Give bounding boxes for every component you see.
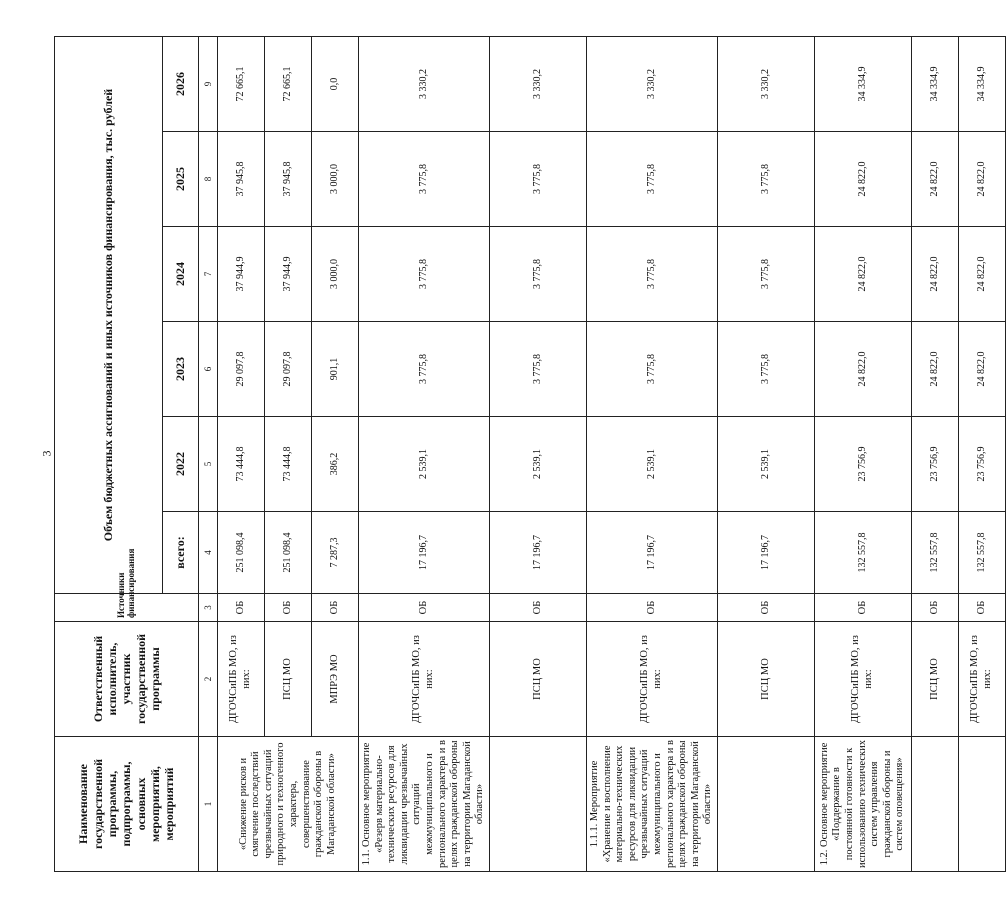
value-cell: 132 557,8 [814,512,911,594]
executor-cell: ДГОЧСиПБ МО, из них: [586,622,717,737]
value-cell: 72 665,1 [265,36,312,131]
value-cell: 2 539,1 [586,417,717,512]
header-year: 2025 [163,132,199,227]
page-number: 3 [39,450,54,457]
value-cell: 73 444,8 [265,417,312,512]
value-cell: 29 097,8 [265,322,312,417]
value-cell: 3 000,0 [312,132,359,227]
value-cell: 901,1 [312,322,359,417]
value-cell: 24 822,0 [814,132,911,227]
value-cell: 23 756,9 [911,417,958,512]
header-year: 2024 [163,227,199,322]
value-cell: 23 756,9 [958,417,1005,512]
budget-table [54,36,1006,872]
value-cell: 3 330,2 [359,36,490,131]
column-index: 6 [199,322,218,417]
table-row [911,36,958,871]
value-cell: 3 775,8 [586,322,717,417]
value-cell: 3 775,8 [489,132,586,227]
activity-name-cell [911,737,958,872]
value-cell: 34 334,9 [814,36,911,131]
column-index: 5 [199,417,218,512]
source-cell: ОБ [489,594,586,622]
table-row [814,36,911,871]
column-index: 4 [199,512,218,594]
value-cell: 3 775,8 [717,227,814,322]
value-cell: 251 098,4 [265,512,312,594]
value-cell: 73 444,8 [218,417,265,512]
activity-name-cell: 1.2. Основное мероприятие «Поддержание в постоянной готовности к использованию технических систем управления гражданской обороны и систем оповещения» [814,737,911,872]
executor-cell: ДГОЧСиПБ МО, из них: [958,622,1005,737]
executor-cell: ДГОЧСиПБ МО, из них: [814,622,911,737]
value-cell: 24 822,0 [958,227,1005,322]
value-cell: 17 196,7 [359,512,490,594]
value-cell: 3 330,2 [717,36,814,131]
value-cell: 17 196,7 [586,512,717,594]
activity-name-cell: 1.1. Основное мероприятие «Резерв материально-технических ресурсов для ликвидации чрезвычайных ситуаций межмуниципального и регионального характера и в целях гражданской обороны на территории Магаданской области» [359,737,490,872]
value-cell: 34 334,9 [911,36,958,131]
value-cell: 17 196,7 [717,512,814,594]
value-cell: 29 097,8 [218,322,265,417]
value-cell: 0,0 [312,36,359,131]
value-cell: 3 775,8 [359,132,490,227]
source-cell: ОБ [218,594,265,622]
program-name-cell: «Снижение рисков и смягчение последствий чрезвычайных ситуаций природного и техногенного характера, совершенствование гражданской обороны в Магаданской области» [218,737,359,872]
source-cell: ОБ [911,594,958,622]
executor-cell: ДГОЧСиПБ МО, из них: [359,622,490,737]
value-cell: 132 557,8 [911,512,958,594]
activity-name-cell [717,737,814,872]
executor-cell: ПСЦ МО [265,622,312,737]
source-cell: ОБ [359,594,490,622]
value-cell: 37 945,8 [265,132,312,227]
value-cell: 3 330,2 [489,36,586,131]
table-row [717,36,814,871]
value-cell: 72 665,1 [218,36,265,131]
source-cell: ОБ [958,594,1005,622]
executor-cell: ПСЦ МО [911,622,958,737]
header-year: 2023 [163,322,199,417]
value-cell: 3 330,2 [586,36,717,131]
value-cell: 37 944,9 [218,227,265,322]
value-cell: 37 945,8 [218,132,265,227]
executor-cell: ПСЦ МО [489,622,586,737]
activity-name-cell [958,737,1005,872]
value-cell: 24 822,0 [958,322,1005,417]
activity-name-cell: 1.1.1. Мероприятие «Хранение и восполнение материально-технических ресурсов для ликвидации чрезвычайных ситуаций межмуниципального и регионального характера и в целях гражданской обороны на территории Магаданской области» [586,737,717,872]
source-cell: ОБ [814,594,911,622]
value-cell: 24 822,0 [911,227,958,322]
value-cell: 3 775,8 [489,227,586,322]
value-cell: 3 775,8 [489,322,586,417]
table-row [958,36,1005,871]
value-cell: 17 196,7 [489,512,586,594]
value-cell: 24 822,0 [958,132,1005,227]
header-funding-group: Объем бюджетных ассигнований и иных источников финансирования, тыс. рублей [55,36,163,593]
value-cell: 3 775,8 [717,132,814,227]
value-cell: 2 539,1 [489,417,586,512]
table-row [218,36,265,871]
value-cell: 132 557,8 [958,512,1005,594]
value-cell: 7 287,3 [312,512,359,594]
header-year: 2022 [163,417,199,512]
table-row [359,36,490,871]
activity-name-cell [489,737,586,872]
executor-cell: МПРЭ МО [312,622,359,737]
rotated-page-content [54,37,993,872]
header-funding-source: Источники финансирования [55,594,199,622]
source-cell: ОБ [717,594,814,622]
value-cell: 3 775,8 [359,322,490,417]
value-cell: 386,2 [312,417,359,512]
value-cell: 34 334,9 [958,36,1005,131]
value-cell: 24 822,0 [911,132,958,227]
value-cell: 3 775,8 [717,322,814,417]
column-index: 3 [199,594,218,622]
value-cell: 24 822,0 [814,227,911,322]
table-row [489,36,586,871]
column-index: 7 [199,227,218,322]
table-row [586,36,717,871]
column-index: 1 [199,737,218,872]
value-cell: 3 775,8 [586,132,717,227]
value-cell: 2 539,1 [717,417,814,512]
column-index: 8 [199,132,218,227]
source-cell: ОБ [312,594,359,622]
executor-cell: ДГОЧСиПБ МО, из них: [218,622,265,737]
executor-cell: ПСЦ МО [717,622,814,737]
header-program-name: Наименование государственной программы, подпрограммы, основных мероприятий, мероприятий [55,737,199,872]
value-cell: 2 539,1 [359,417,490,512]
value-cell: 3 000,0 [312,227,359,322]
value-cell: 3 775,8 [586,227,717,322]
source-cell: ОБ [265,594,312,622]
value-cell: 3 775,8 [359,227,490,322]
source-cell: ОБ [586,594,717,622]
value-cell: 24 822,0 [911,322,958,417]
value-cell: 23 756,9 [814,417,911,512]
value-cell: 37 944,9 [265,227,312,322]
value-cell: 24 822,0 [814,322,911,417]
header-total: всего: [163,512,199,594]
header-executor: Ответственный исполнитель, участник государственной программы [55,622,199,737]
column-index: 9 [199,36,218,131]
column-index: 2 [199,622,218,737]
value-cell: 251 098,4 [218,512,265,594]
header-year: 2026 [163,36,199,131]
